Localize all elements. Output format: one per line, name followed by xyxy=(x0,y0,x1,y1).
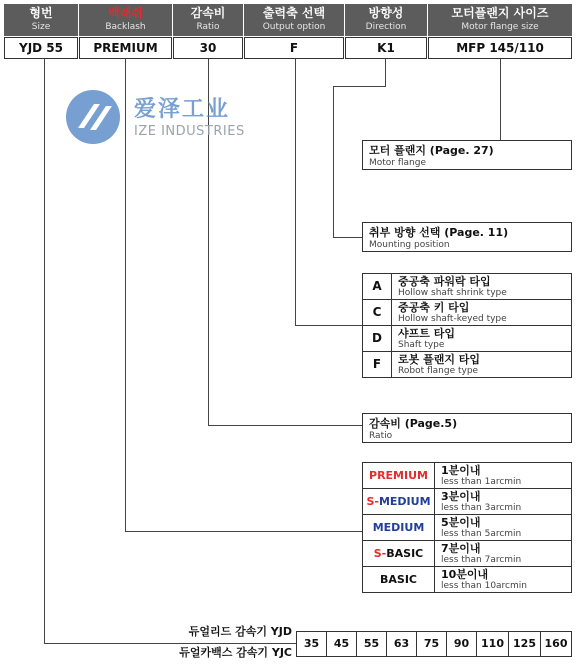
size-cell: 63 xyxy=(386,631,417,657)
header-output-en: Output option xyxy=(262,22,326,32)
mounting-position-box xyxy=(362,222,572,252)
header-ratio-en: Ratio xyxy=(196,22,220,32)
backlash-name xyxy=(362,540,435,567)
logo-mark-icon xyxy=(64,88,124,146)
motor-flange-ko: 모터 플랜지 (Page. 27) xyxy=(369,144,494,157)
value-backlash: PREMIUM xyxy=(79,37,172,59)
backlash-en: less than 3arcmin xyxy=(441,503,522,513)
header-ratio xyxy=(173,4,243,36)
backlash-desc xyxy=(434,514,572,541)
backlash-en: less than 10arcmin xyxy=(441,581,527,591)
value-size: YJD 55 xyxy=(4,37,78,59)
backlash-ko: 7분이내 xyxy=(441,542,481,555)
header-output xyxy=(244,4,344,36)
company-logo xyxy=(64,88,264,148)
backlash-desc xyxy=(434,462,572,489)
ratio-en: Ratio xyxy=(369,431,393,441)
output-option-text xyxy=(391,273,572,300)
backlash-ko: 10분이내 xyxy=(441,568,489,581)
backlash-en: less than 1arcmin xyxy=(441,477,522,487)
backlash-name xyxy=(362,488,435,515)
header-backlash-ko: 백래쉬 xyxy=(108,6,143,20)
motor-flange-box xyxy=(362,140,572,170)
backlash-ko: 1분이내 xyxy=(441,464,481,477)
motor-flange-en: Motor flange xyxy=(369,158,427,168)
logo-chinese-name: 爱泽工业 xyxy=(134,97,231,122)
size-cell: 125 xyxy=(508,631,541,657)
backlash-grade: MEDIUM xyxy=(378,495,431,508)
backlash-desc xyxy=(434,488,572,515)
backlash-grade: PREMIUM xyxy=(369,469,428,482)
backlash-desc xyxy=(434,566,572,593)
value-output: F xyxy=(244,37,344,59)
output-option-text xyxy=(391,325,572,352)
header-backlash xyxy=(79,4,172,36)
backlash-desc xyxy=(434,540,572,567)
output-option-letter: F xyxy=(362,351,392,378)
size-cell: 55 xyxy=(356,631,387,657)
header-direction-en: Direction xyxy=(365,22,407,32)
output-option-ko: 샤프트 타입 xyxy=(398,327,455,340)
output-option-en: Shaft type xyxy=(398,340,445,350)
series-yjc-label: 듀얼카백스 감속기 YJC xyxy=(179,646,292,659)
value-direction: K1 xyxy=(345,37,427,59)
series-yjd-label: 듀얼리드 감속기 YJD xyxy=(188,625,292,638)
ratio-ko: 감속비 (Page.5) xyxy=(369,417,458,430)
size-cell: 75 xyxy=(416,631,447,657)
backlash-en: less than 7arcmin xyxy=(441,555,522,565)
output-option-en: Hollow shaft shrink type xyxy=(398,288,507,298)
backlash-grade: MEDIUM xyxy=(372,521,425,534)
header-ratio-ko: 감속비 xyxy=(190,6,226,20)
size-cell: 35 xyxy=(296,631,327,657)
backlash-prefix: S- xyxy=(366,495,379,508)
header-size-en: Size xyxy=(31,22,51,32)
header-motor-flange-ko: 모터플랜지 사이즈 xyxy=(451,6,549,20)
logo-english-name: IZE INDUSTRIES xyxy=(134,124,245,139)
backlash-name xyxy=(362,514,435,541)
size-cell: 45 xyxy=(326,631,357,657)
header-backlash-en: Backlash xyxy=(105,22,146,32)
value-ratio: 30 xyxy=(173,37,243,59)
header-size-ko: 형번 xyxy=(29,6,53,20)
backlash-name xyxy=(362,566,435,593)
size-cell: 90 xyxy=(446,631,477,657)
backlash-ko: 3분이내 xyxy=(441,490,481,503)
backlash-grade: BASIC xyxy=(380,573,417,586)
header-motor-flange-size xyxy=(428,4,572,36)
header-direction-ko: 방향성 xyxy=(368,6,404,20)
value-motor-flange: MFP 145/110 xyxy=(428,37,572,59)
output-option-letter: D xyxy=(362,325,392,352)
backlash-en: less than 5arcmin xyxy=(441,529,522,539)
size-cell: 160 xyxy=(540,631,572,657)
output-option-en: Hollow shaft-keyed type xyxy=(398,314,507,324)
mounting-ko: 취부 방향 선택 (Page. 11) xyxy=(369,226,509,239)
backlash-name xyxy=(362,462,435,489)
output-option-text xyxy=(391,351,572,378)
ratio-box xyxy=(362,413,572,443)
header-direction xyxy=(345,4,427,36)
output-option-letter: C xyxy=(362,299,392,326)
output-option-ko: 로봇 플랜지 타입 xyxy=(398,353,481,366)
output-option-letter: A xyxy=(362,273,392,300)
header-size xyxy=(4,4,78,36)
backlash-prefix: S- xyxy=(373,547,387,560)
output-option-text xyxy=(391,299,572,326)
mounting-en: Mounting position xyxy=(369,240,450,250)
backlash-grade: BASIC xyxy=(386,547,424,560)
output-option-ko: 중공축 키 타입 xyxy=(398,301,470,314)
size-cell: 110 xyxy=(476,631,509,657)
backlash-ko: 5분이내 xyxy=(441,516,481,529)
output-option-en: Robot flange type xyxy=(398,366,479,376)
header-output-ko: 출력축 선택 xyxy=(262,6,326,20)
header-motor-flange-en: Motor flange size xyxy=(461,22,539,32)
output-option-ko: 중공축 파워락 타입 xyxy=(398,275,491,288)
